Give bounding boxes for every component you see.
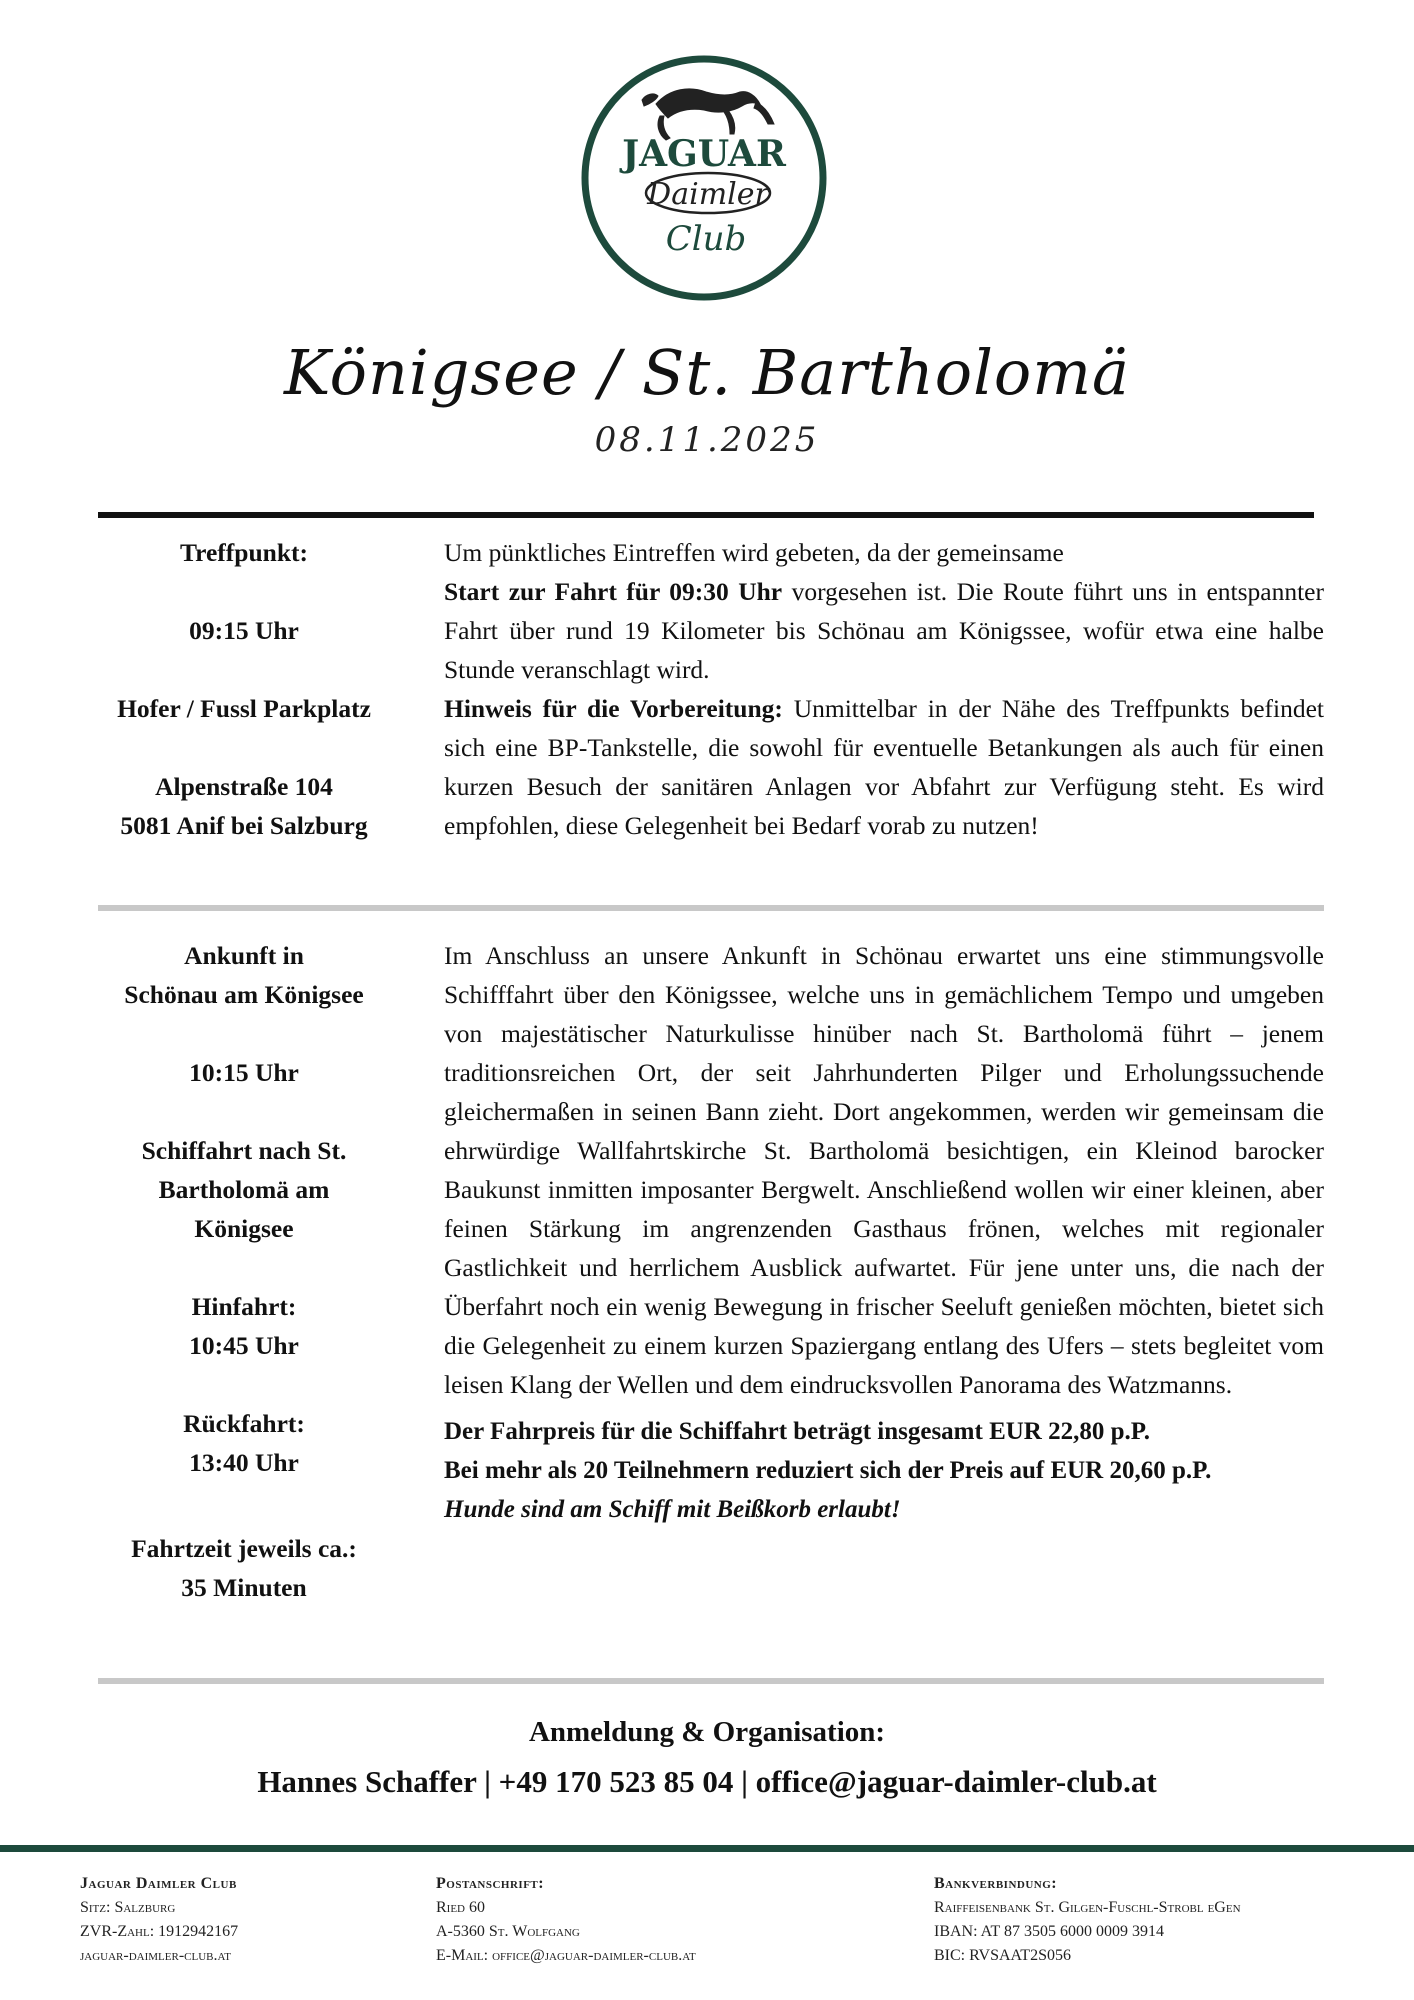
price-group: Bei mehr als 20 Teilnehmern reduziert sich der Preis auf EUR 20,60 p.P.: [444, 1457, 1212, 1484]
boat-trip-description: [444, 936, 1324, 1529]
footer-club-web: jaguar-daimler-club.at: [80, 1947, 231, 1964]
footer-postal-city: A-5360 St. Wolfgang: [436, 1923, 580, 1940]
boat-trip-info: [98, 936, 390, 1607]
event-date: 08.11.2025: [594, 420, 820, 460]
title-divider: [98, 512, 1314, 518]
footer-postal-heading: Postanschrift:: [436, 1875, 545, 1892]
footer-bank-iban: IBAN: AT 87 3505 6000 0009 3914: [934, 1923, 1164, 1940]
logo-daimler-text: Daimler: [647, 177, 769, 212]
meeting-label: Treffpunkt:: [180, 538, 308, 567]
footer-bank-bic: BIC: RVSAAT2S056: [934, 1947, 1071, 1964]
footer-club: [80, 1872, 380, 1968]
contact-details: Hannes Schaffer | +49 170 523 85 04 | office@jaguar-daimler-club.at: [257, 1764, 1157, 1799]
section-divider: [98, 905, 1324, 911]
arrival-label-1: Ankunft in: [184, 941, 304, 970]
preparation-note-text: Unmittelbar in der Nähe des Treffpunkts befindet sich eine BP-Tankstelle, die sowohl für eventuelle Betankungen als auch für einen kurzen Besuch der sanitären Anlagen vor Abfahrt zur Verfügung steht. Es wird empfohlen, diese Gelegenheit bei Bedarf vorab zu nutzen!: [444, 694, 1325, 840]
meeting-info: [98, 533, 390, 845]
footer-divider: [0, 1845, 1414, 1852]
meeting-paragraph-1: [444, 533, 1324, 689]
outbound-label: Hinfahrt:: [191, 1292, 297, 1321]
price-regular: Der Fahrpreis für die Schiffahrt beträgt insgesamt EUR 22,80 p.P.: [444, 1418, 1150, 1445]
dogs-note: Hunde sind am Schiff mit Beißkorb erlaubt!: [444, 1496, 901, 1523]
boat-trip-body: Im Anschluss an unsere Ankunft in Schönau erwartet uns eine stimmungsvolle Schifffahrt über den Königssee, welche uns in gemächlichem Tempo und umgeben von majestätischer Naturkulisse hinüber nach St. Bartholomä führt – jenem traditionsreichen Ort, der seit Jahrhunderten Pilger und Erholungssuchende gleichermaßen in seinen Bann zieht. Dort angekommen, werden wir gemeinsam die ehrwürdige Wallfahrtskirche St. Bartholomä besichtigen, ein Kleinod barocker Baukunst inmitten imposanter Bergwelt. Anschließend wollen wir einer kleinen, aber feinen Stärkung im angrenzenden Gasthaus frönen, welches mit regionaler Gastlichkeit und herrlichem Ausblick aufwartet. Für jene unter uns, die nach der Überfahrt noch ein wenig Bewegung in frischer Seeluft genießen möchten, bietet sich die Gelegenheit zu einem kurzen Spaziergang entlang des Ufers – stets begleitet vom leisen Klang der Wellen und dem eindrucksvollen Panorama des Watzmanns.: [444, 941, 1324, 1399]
arrival-time: 10:15 Uhr: [189, 1058, 299, 1087]
arrival-label-2: Schönau am Königsee: [124, 980, 364, 1009]
meeting-place: Hofer / Fussl Parkplatz: [117, 694, 371, 723]
footer-postal: [436, 1872, 836, 1968]
return-time: 13:40 Uhr: [189, 1448, 299, 1477]
outbound-time: 10:45 Uhr: [189, 1331, 299, 1360]
meeting-street: Alpenstraße 104: [155, 772, 333, 801]
logo-club-text: Club: [665, 219, 747, 259]
footer-postal-email: E-Mail: office@jaguar-daimler-club.at: [436, 1947, 696, 1964]
start-time-highlight: Start zur Fahrt für 09:30 Uhr: [444, 577, 783, 606]
duration-label: Fahrtzeit jeweils ca.:: [131, 1534, 357, 1563]
boat-label-1: Schiffahrt nach St.: [141, 1136, 347, 1165]
page-title: Königsee / St. Bartholomä: [284, 336, 1130, 409]
meeting-paragraph-2: [444, 689, 1324, 845]
boat-label-2: Bartholomä am: [158, 1175, 330, 1204]
logo-jaguar-text: JAGUAR: [622, 133, 786, 175]
preparation-note-label: Hinweis für die Vorbereitung:: [444, 694, 783, 723]
return-label: Rückfahrt:: [183, 1409, 305, 1438]
contact-heading: Anmeldung & Organisation:: [528, 1716, 886, 1748]
section-divider-2: [98, 1678, 1324, 1684]
boat-label-3: Königsee: [194, 1214, 294, 1243]
meeting-city: 5081 Anif bei Salzburg: [120, 811, 368, 840]
meeting-description: [444, 533, 1324, 845]
footer-postal-street: Ried 60: [436, 1899, 485, 1916]
footer-bank-heading: Bankverbindung:: [934, 1875, 1058, 1892]
meeting-intro: Um pünktliches Eintreffen wird gebeten, da der gemeinsame: [444, 538, 1064, 567]
footer-club-seat: Sitz: Salzburg: [80, 1899, 176, 1916]
footer-bank: [934, 1872, 1374, 1968]
meeting-time: 09:15 Uhr: [189, 616, 299, 645]
footer-club-name: Jaguar Daimler Club: [80, 1875, 237, 1892]
footer-club-zvr: ZVR-Zahl: 1912942167: [80, 1923, 239, 1940]
footer-bank-name: Raiffeisenbank St. Gilgen-Fuschl-Strobl eGen: [934, 1899, 1241, 1916]
route-text: vorgesehen ist. Die Route führt uns in entspannter Fahrt über rund 19 Kilometer bis Schönau am Königssee, wofür etwa eine halbe Stunde veranschlagt wird.: [444, 577, 1324, 684]
club-logo: [578, 52, 830, 304]
duration-value: 35 Minuten: [181, 1573, 307, 1602]
